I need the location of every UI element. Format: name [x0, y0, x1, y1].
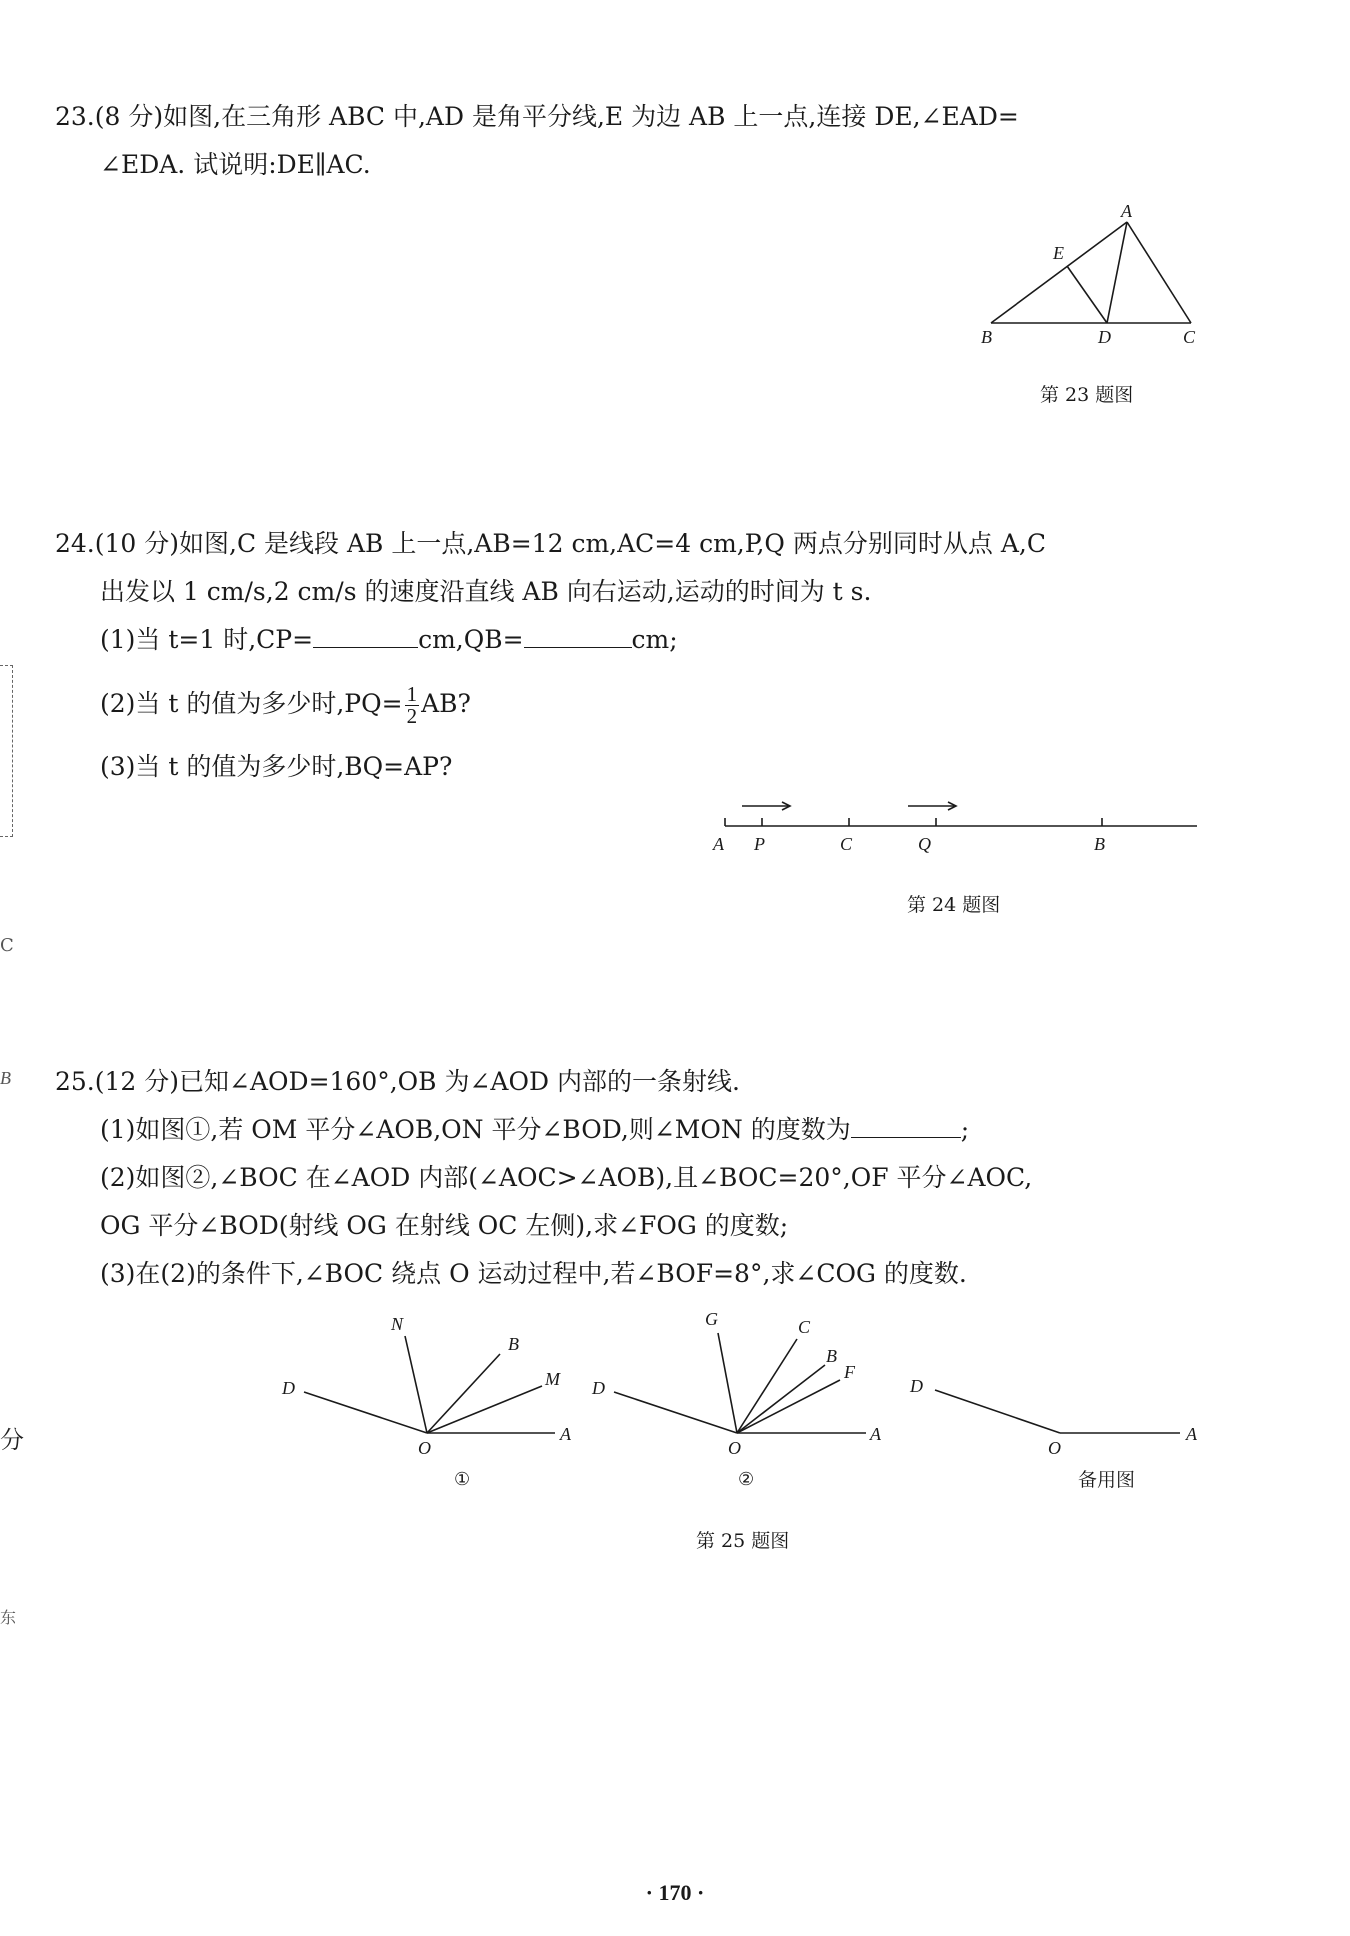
q24-sub1-part-a: (1)当 t=1 时,CP=: [100, 625, 314, 654]
q23-label-a: A: [1121, 201, 1132, 221]
q23-caption: 第 23 题图: [1040, 384, 1134, 406]
margin-letter-b: B: [0, 1068, 11, 1088]
q25-sub1-part-a: (1)如图①,若 OM 平分∠AOB,ON 平分∠BOD,则∠MON 的度数为: [100, 1115, 851, 1144]
q25-caption: 第 25 题图: [696, 1530, 790, 1552]
q25-fig1-label-o: O: [418, 1438, 431, 1458]
q23-text-line1: 23.(8 分)如图,在三角形 ABC 中,AD 是角平分线,E 为边 AB 上一点,连接 DE,∠EAD=: [55, 102, 1019, 131]
q24-sub1-part-b: cm,QB=: [418, 625, 524, 654]
q24-sub3: (3)当 t 的值为多少时,BQ=AP?: [100, 752, 453, 781]
q24-label-q: Q: [918, 834, 931, 854]
q25-text-line1: 25.(12 分)已知∠AOD=160°,OB 为∠AOD 内部的一条射线.: [55, 1067, 740, 1096]
q24-label-b: B: [1094, 834, 1105, 854]
q25-fig2-label-o: O: [728, 1438, 741, 1458]
q24-label-a: A: [713, 834, 724, 854]
q23-label-d: D: [1098, 327, 1111, 347]
q25-fig3-label-d: D: [910, 1376, 923, 1396]
q25-fig2-label-c: C: [798, 1317, 811, 1337]
q23-label-b: B: [981, 327, 992, 347]
q24-caption: 第 24 题图: [907, 894, 1001, 916]
q25-fig1-label-d: D: [282, 1378, 295, 1398]
q25-fig3-tag: 备用图: [1078, 1469, 1136, 1491]
margin-char-dong: 东: [0, 1608, 17, 1627]
q25-fig2-label-g: G: [705, 1309, 718, 1329]
q24-sub2-part-a: (2)当 t 的值为多少时,PQ=: [100, 689, 403, 718]
q25-fig2-label-f: F: [844, 1362, 855, 1382]
q24-fraction-denominator: 2: [406, 704, 418, 728]
q25-sub3: (3)在(2)的条件下,∠BOC 绕点 O 运动过程中,若∠BOF=8°,求∠COG 的度数.: [100, 1259, 967, 1288]
q24-text-line2: 出发以 1 cm/s,2 cm/s 的速度沿直线 AB 向右运动,运动的时间为 t s.: [100, 577, 872, 606]
q24-sub2-part-b: AB?: [421, 689, 471, 718]
q25-fig1-label-a: A: [560, 1424, 571, 1444]
q23-text-line2: ∠EDA. 试说明:DE∥AC.: [100, 150, 371, 179]
q25-sub2-line2: OG 平分∠BOD(射线 OG 在射线 OC 左侧),求∠FOG 的度数;: [100, 1211, 789, 1240]
q25-fig1-label-n: N: [391, 1314, 404, 1334]
q25-sub1-part-b: ;: [960, 1115, 970, 1144]
q25-sub2-line1: (2)如图②,∠BOC 在∠AOD 内部(∠AOC>∠AOB),且∠BOC=20°,OF 平分∠AOC,: [100, 1163, 1033, 1192]
q25-fig3-label-o: O: [1048, 1438, 1061, 1458]
margin-char-fen: 分: [0, 1426, 24, 1454]
margin-letter-c: C: [0, 935, 14, 956]
q25-fig2-label-b: B: [826, 1346, 837, 1366]
q24-sub1-part-c: cm;: [631, 625, 678, 654]
q24-label-c: C: [840, 834, 853, 854]
q25-fig2-label-d: D: [592, 1378, 605, 1398]
q23-label-e: E: [1053, 243, 1064, 263]
q24-label-p: P: [754, 834, 765, 854]
q24-text-line1: 24.(10 分)如图,C 是线段 AB 上一点,AB=12 cm,AC=4 cm,P,Q 两点分别同时从点 A,C: [55, 529, 1046, 558]
q25-fig1-label-m: M: [545, 1369, 560, 1389]
q25-fig1-tag: ①: [454, 1469, 471, 1490]
q23-label-c: C: [1183, 327, 1196, 347]
q25-fig2-tag: ②: [738, 1469, 755, 1490]
q25-fig3-label-a: A: [1186, 1424, 1197, 1444]
q25-fig2-label-a: A: [870, 1424, 881, 1444]
q25-fig1-label-b: B: [508, 1334, 519, 1354]
q24-fraction-numerator: 1: [406, 682, 418, 706]
page-number: · 170 ·: [645, 1880, 705, 1905]
